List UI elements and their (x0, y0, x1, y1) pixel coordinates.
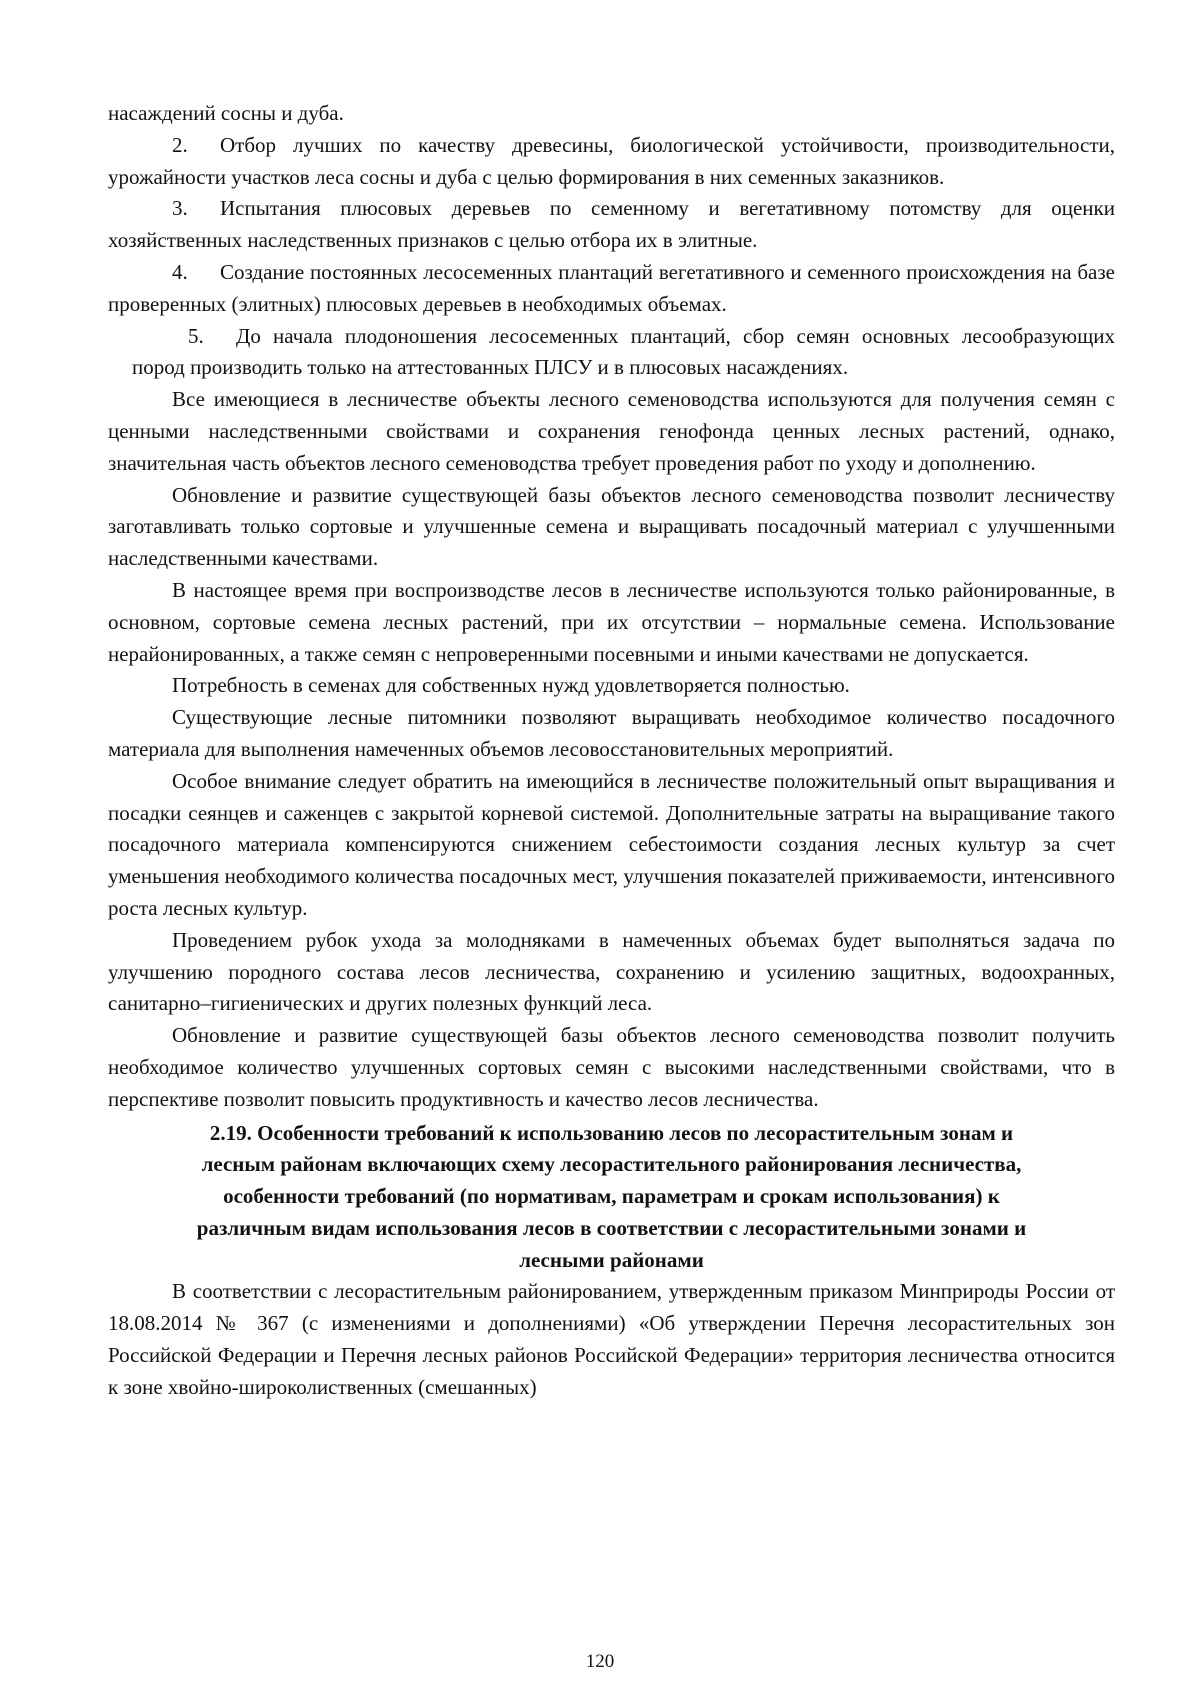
heading-line: лесным районам включающих схему лесорастительного районирования лесничества, (201, 1152, 1022, 1177)
body-paragraph: Особое внимание следует обратить на имеющийся в лесничестве положительный опыт выращивания и посадки сеянцев и саженцев с закрытой корневой системой. Дополнительные затраты на выращивание такого посадочного материала компенсируются снижением себестоимости создания лесных культур за счет уменьшения необходимого количества посадочных мест, улучшения показателей приживаемости, интенсивного роста лесных культур. (108, 768, 1115, 920)
list-item-2 (108, 130, 1115, 194)
list-number: 5. (188, 323, 204, 348)
list-number: 4. (172, 259, 188, 284)
section-heading (108, 1118, 1115, 1277)
body-paragraph: Все имеющиеся в лесничестве объекты лесного семеноводства используются для получения семян с ценными наследственными свойствами и сохранения генофонда ценных лесных растений, однако, значительная часть объектов лесного семеноводства требует проведения работ по уходу и дополнению. (108, 387, 1115, 475)
heading-line: 2.19. Особенности требований к использованию лесов по лесорастительным зонам и (209, 1120, 1014, 1145)
paragraph-continuation (108, 98, 1115, 130)
heading-line: различным видам использования лесов в соответствии с лесорастительными зонами и (196, 1215, 1027, 1240)
list-item-text: Отбор лучших по качеству древесины, биологической устойчивости, производительности, урожайности участков леса сосны и дуба с целью формирования в них семенных заказников. (108, 132, 1115, 189)
list-item-3 (108, 193, 1115, 257)
body-paragraph: В настоящее время при воспроизводстве лесов в лесничестве используются только районированные, в основном, сортовые семена лесных растений, при их отсутствии – нормальные семена. Использование нерайонированных, а также семян с непроверенными посевными и иными качествами не допускается. (108, 577, 1115, 666)
list-number: 2. (172, 132, 188, 157)
list-item-4 (108, 257, 1115, 321)
body-paragraph: В соответствии с лесорастительным районированием, утвержденным приказом Минприроды России от 18.08.2014 № 367 (с изменениями и дополнениями) «Об утверждении Перечня лесорастительных зон Российской Федерации и Перечня лесных районов Российской Федерации» территория лесничества относится к зоне хвойно-широколиственных (смешанных) (108, 1279, 1115, 1399)
body-paragraph: Обновление и развитие существующей базы объектов лесного семеноводства позволит получить необходимое количество улучшенных сортовых семян с высокими наследственными свойствами, что в перспективе позволит повысить продуктивность и качество лесов лесничества. (108, 1023, 1115, 1111)
heading-line: лесными районами (519, 1247, 704, 1272)
list-item-text: До начала плодоношения лесосеменных плантаций, сбор семян основных лесообразующих пород производить только на аттестованных ПЛСУ и в плюсовых насаждениях. (132, 323, 1115, 380)
list-number: 3. (172, 196, 188, 221)
heading-line: особенности требований (по нормативам, параметрам и срокам использования) к (223, 1184, 1000, 1209)
body-paragraph: Проведением рубок ухода за молодняками в намеченных объемах будет выполняться задача по улучшению породного состава лесов лесничества, сохранению и усилению защитных, водоохранных, санитарно–гигиенических и других полезных функций леса. (108, 927, 1115, 1016)
body-paragraph: Обновление и развитие существующей базы объектов лесного семеноводства позволит лесничеству заготавливать только сортовые и улучшенные семена и выращивать посадочный материал с улучшенными наследственными качествами. (108, 482, 1115, 571)
body-paragraph: Существующие лесные питомники позволяют выращивать необходимое количество посадочного материала для выполнения намеченных объемов лесовосстановительных мероприятий. (108, 705, 1115, 761)
paragraph-text: насаждений сосны и дуба. (108, 101, 344, 125)
list-item-text: Испытания плюсовых деревьев по семенному и вегетативному потомству для оценки хозяйственных наследственных признаков с целью отбора их в элитные. (108, 196, 1115, 253)
page-number: 120 (585, 1651, 615, 1672)
body-paragraph: Потребность в семенах для собственных нужд удовлетворяется полностью. (172, 673, 850, 698)
list-item-text: Создание постоянных лесосеменных плантаций вегетативного и семенного происхождения на базе проверенных (элитных) плюсовых деревьев в необходимых объемах. (108, 259, 1115, 316)
list-item-5 (108, 321, 1115, 385)
